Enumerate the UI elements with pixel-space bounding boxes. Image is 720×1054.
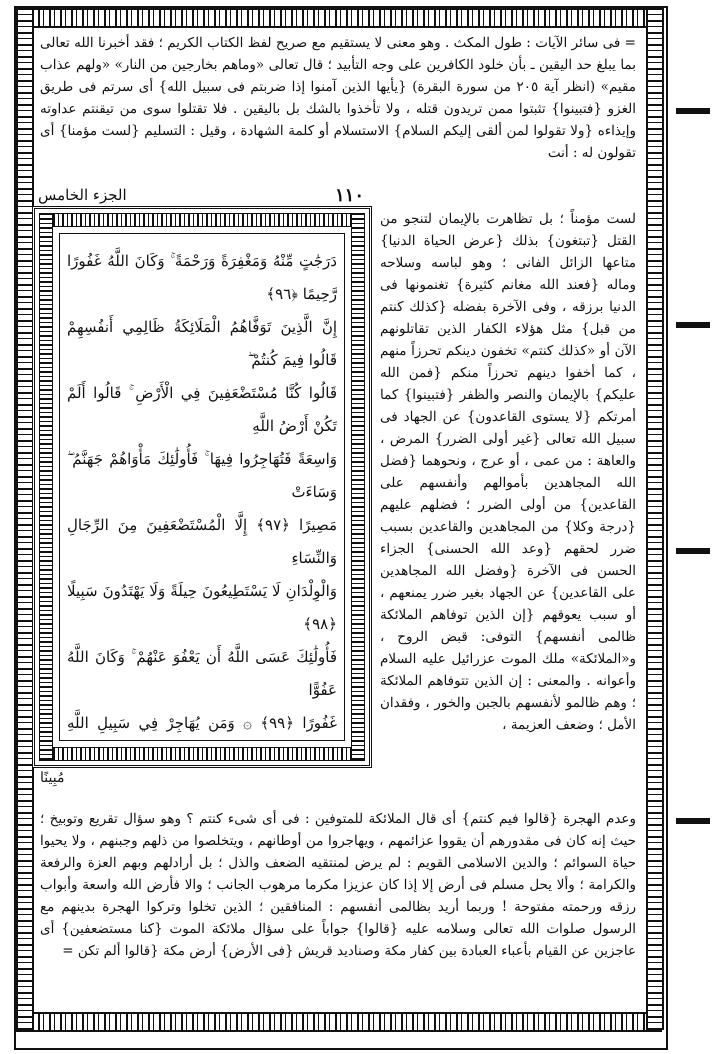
border-ornament-right (646, 8, 664, 1030)
quran-line: قَالُوا كُنَّا مُسْتَضْعَفِينَ فِي الْأَرْضِ ۚ قَالُوا أَلَمْ تَكُنْ أَرْضُ اللَّهِ (67, 384, 337, 435)
quran-line: مَصِيرًا ﴿٩٧﴾ إِلَّا الْمُسْتَضْعَفِينَ مِنَ الرِّجَالِ وَالنِّسَاءِ (67, 516, 337, 567)
commentary-side (380, 208, 636, 788)
commentary-paragraph: لست مؤمناً ؛ بل تظاهرت بالإيمان لتنجو من القتل {تبتغون} بذلك {عرض الحياة الدنيا} متاعها الزائل الفانى ؛ وهو لباسه وسلاحه وماله {فعند الله مغانم كثيرة} تغنمونها فى الدنيا برزقه ، وفى الآخرة بفضله {كذلك كنتم من قبل} مثل هؤلاء الكفار الذين تقاتلونهم الآن أو «كذلك كنتم» تخفون دينكم تحرزاً منهم ، كما أخفوا دينهم تحرزاً منكم {فمن الله عليكم} بالإيمان والنصر والظفر {فتبينوا} كما أمرتكم {لا يستوى القاعدون} عن الجهاد فى سبيل الله تعالى {غير أولى الضرر} المرض ، والعاهة : من عمى ، أو عرج ، ونحوهما {فضل الله المجاهدين بأموالهم وأنفسهم على القاعدين} من أولى الضرر ؛ فضلهم عليهم {درجة وكلا} من المجاهدين والقاعدين بسبب ضرر لحقهم {وعد الله الحسنى} الجزاء الحسن فى الآخرة {وفضل الله المجاهدين على القاعدين} عن الجهاد بغير ضرر يمنعهم ، أو سبب يعوقهم {إن الذين توفاهم الملائكة ظالمى أنفسهم} التوفى: قبض الروح ، و«الملائكة» ملك الموت عزرائيل عليه السلام وأعوانه . والمعنى : إن الذين تتوفاهم الملائكة ؛ وهم ظالمو لأنفسهم بالجبن والخور ، وفقدان الأمل ؛ وضعف العزيمة ، (380, 211, 636, 733)
quran-line: دَرَجَٰتٍ مِّنْهُ وَمَغْفِرَةً وَرَحْمَةً ۚ وَكَانَ اللَّهُ غَفُورًا رَّحِيمًا ﴿٩٦﴾ (67, 252, 337, 303)
quran-line: وَالْوِلْدَانِ لَا يَسْتَطِيعُونَ حِيلَةً وَلَا يَهْتَدُونَ سَبِيلًا ﴿٩٨﴾ (67, 582, 337, 633)
border-ornament-bottom (16, 1012, 662, 1032)
frame-band-ornament (39, 213, 53, 761)
frame-band-ornament (39, 213, 365, 227)
margin-tab-mark (676, 322, 710, 328)
juz-label: الجزء الخامس (38, 186, 127, 204)
commentary-paragraph: وعدم الهجرة {قالوا فيم كنتم} أى قال الملائكة للمتوفين : فى أى شىء كنتم ؟ وهو سؤال تقريع وتوبيخ ؛ حيث إنه كان فى مقدورهم أن يقووا عزائمهم ، ويهاجروا من أوطانهم ، ويتخلصوا من ذلهم وجبنهم ، ولا يحيوا حياة السوائم ؛ والدين الاسلامى القويم : لم يرض لمنتقيه الضعف والذل ؛ بل أرادلهم وبهم العزة والرفعة والكرامة ؛ وألا يحل مسلم فى أرض إلا إذا كان عزيزا مكرما مرهوب الجانب ؛ والا فأرض الله واسعة وأبواب رزقه ورحمته مفتوحة ! وربما أريد بظالمى أنفسهم : المنافقين ؛ الذين تخلوا وتركوا الهجرة بدينهم مع الرسول صلوات الله تعالى وسلامه عليه {قالوا} جواباً على سؤال ملائكة الموت {كنا مستضعفين} أى عاجزين عن القيام بأعباء العبادة بين كفار مكة وصناديد قريش {فى الأرض} أرض مكة {قالوا ألم تكن = (40, 811, 636, 959)
quran-line: إِنَّ الَّذِينَ تَوَفَّاهُمُ الْمَلَائِكَةُ ظَالِمِي أَنفُسِهِمْ قَالُوا فِيمَ كُنتُمْ ۖ (67, 318, 337, 369)
margin-tab-mark (676, 548, 710, 554)
frame-band-ornament (39, 747, 365, 761)
margin-tab-mark (676, 108, 710, 114)
margin-tab-mark (676, 818, 710, 824)
border-ornament-top (16, 8, 662, 28)
quran-text-frame (32, 206, 372, 768)
quran-line: فَأُولَٰئِكَ عَسَى اللَّهُ أَن يَعْفُوَ عَنْهُمْ ۚ وَكَانَ اللَّهُ عَفُوًّا (67, 648, 337, 699)
quran-verses (67, 245, 337, 737)
page-number: ١١٠ (334, 184, 364, 206)
quran-line: غَفُورًا ﴿٩٩﴾ ۞ وَمَن يُهَاجِرْ فِي سَبِيلِ اللَّهِ (67, 714, 337, 732)
catchword: مُبِينًا (40, 770, 65, 786)
frame-band-ornament (351, 213, 365, 761)
commentary-bottom (40, 808, 636, 994)
quran-line: وَاسِعَةً فَتُهَاجِرُوا فِيهَا ۚ فَأُولَٰئِكَ مَأْوَاهُمْ جَهَنَّمُ ۖ وَسَاءَتْ (67, 450, 337, 501)
page-header (38, 184, 364, 206)
commentary-top (40, 32, 636, 208)
commentary-paragraph: = فى سائر الآيات : طول المكث . وهو معنى لا يستقيم مع صريح لفظ الكتاب الكريم ؛ فقد أخبرنا الله تعالى بما يبلغ حد اليقين ـ بأن خلود الكافرين على وجه التأبيد ؛ قال تعالى «وماهم بخارجين من النار» «ولهم عذاب مقيم» (انظر آية ٢٠٥ من سورة البقرة) {يأيها الذين آمنوا إذا ضربتم فى سبيل الله} أى سرتم فى طريق الغزو {فتبينوا} تثبتوا ممن تريدون قتله ، ولا تأخذوا بالشك بل باليقين . فلا تقتلوا سوى من تيقنتم عداوته وإيذاءه {ولا تقولوا لمن ألقى إليكم السلام} الاستسلام أو كلمة الشهادة ، وقيل : التسليم {لست مؤمنا} أى تقولون له : أنت (40, 35, 636, 161)
